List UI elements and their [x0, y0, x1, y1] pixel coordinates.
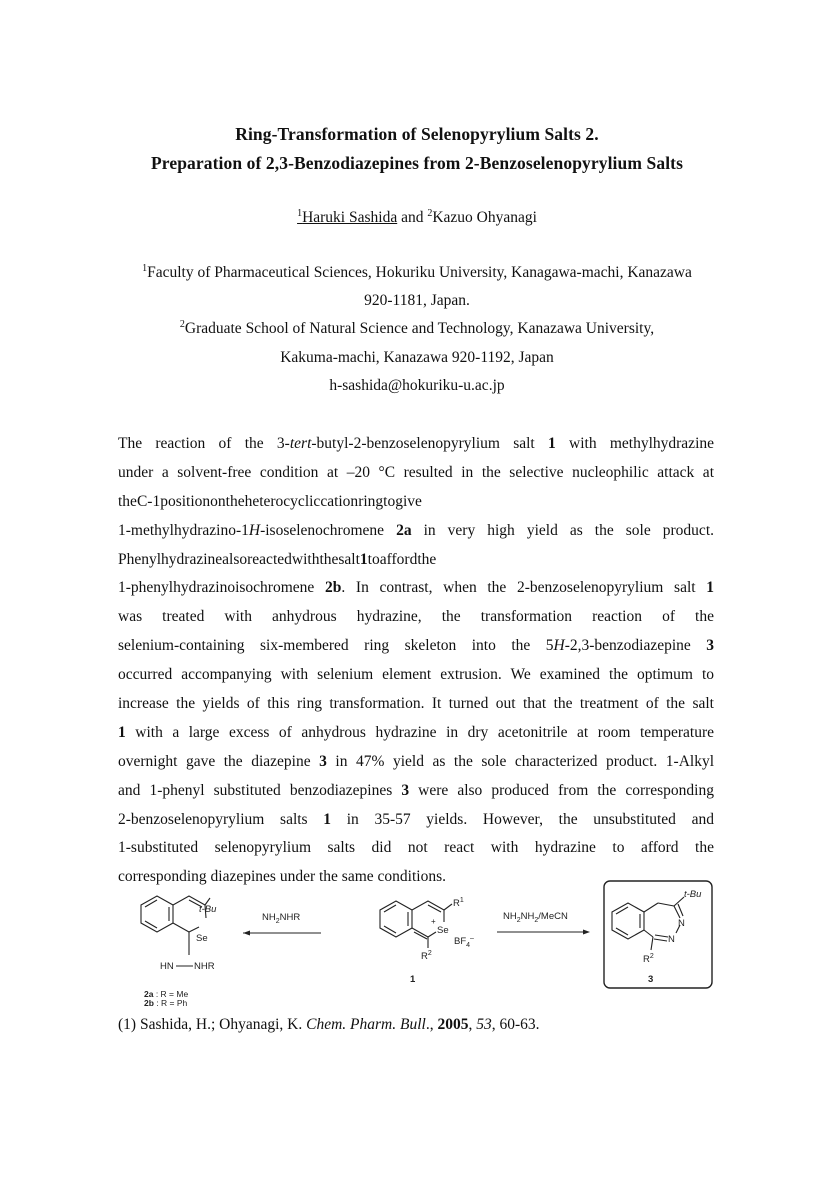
author-2-name: Kazuo Ohyanagi: [432, 209, 537, 226]
word: afford: [379, 550, 418, 568]
cmpd3-n1: N: [678, 918, 685, 929]
line: 1-substituted selenopyrylium salts did not react with hydrazine to afford the: [118, 839, 714, 857]
word: on: [210, 492, 226, 510]
ref-volume: 53: [476, 1016, 492, 1033]
cmpd2-tbu: t-Bu: [199, 904, 217, 915]
ref-year: 2005: [437, 1016, 469, 1033]
cmpd1-r2: $R^2$: [421, 950, 432, 962]
cmpd2-hn: HN: [160, 961, 174, 972]
word: salt: [338, 550, 360, 568]
line: 1-methylhydrazino-1H-isoselenochromene 2a in very high yield as the sole product.: [118, 521, 714, 539]
cmpd3-r2: $R^2$: [643, 953, 654, 965]
arrowhead-left: [243, 931, 250, 936]
cmpd3-n2: N: [668, 934, 675, 945]
author-2-sup: 2: [427, 207, 433, 219]
line: 2-benzoselenopyrylium salts 1 in 35-57 yields. However, the unsubstituted and: [118, 810, 714, 828]
ref-authors: (1) Sashida, H.; Ohyanagi, K.: [118, 1016, 307, 1033]
word: to: [367, 550, 380, 568]
word: the: [319, 550, 339, 568]
paper-title-line-1: Ring-Transformation of Selenopyrylium Salts 2.: [235, 124, 599, 144]
cmpd1-r1: $R^1$: [453, 897, 464, 909]
line: 1 with a large excess of anhydrous hydrazine in dry acetonitrile at room temperature: [118, 723, 714, 741]
line: increase the yields of this ring transformation. It turned out that the treatment of the salt: [118, 695, 714, 713]
ref-pages: , 60-63.: [491, 1016, 540, 1033]
authors-and: and: [401, 209, 424, 226]
left-reagent: $NH_2NHR$: [262, 912, 301, 925]
line: The reaction of the 3-tert-butyl-2-benzoselenopyrylium salt 1 with methylhydrazine: [118, 435, 715, 452]
ref-sep: ,: [468, 1016, 477, 1033]
affiliation-2-line-1: [0, 320, 834, 338]
cmpd3-label: 3: [648, 974, 654, 985]
aff-1-sup: 1: [142, 262, 148, 274]
word: the: [225, 492, 245, 510]
word: position: [160, 492, 211, 510]
cmpd1-plus: +: [431, 917, 436, 926]
word: ring: [358, 492, 384, 510]
line: selenium-containing six-membered ring skeleton into the 5H-2,3-benzodiazepine 3: [118, 637, 714, 655]
word: to: [383, 492, 396, 510]
reaction-scheme: [0, 860, 834, 1010]
ref-sep: .,: [425, 1016, 438, 1033]
cmpd1-bf4: $BF_4^-$: [454, 935, 474, 949]
cmpd2-se: Se: [196, 933, 208, 944]
cmpd2a-legend: 2a : R = Me: [144, 989, 189, 999]
cmpd2b-legend: 2b : R = Ph: [144, 998, 188, 1008]
line: occurred accompanying with selenium element extrusion. We examined the optimum to: [118, 666, 714, 684]
aff-2-text: Graduate School of Natural Science and Technology, Kanazawa University,: [184, 320, 655, 337]
cmpd1-label: 1: [410, 974, 416, 985]
author-1-sup: 1: [297, 207, 303, 219]
aff-1-text: Faculty of Pharmaceutical Sciences, Hokuriku University, Kanagawa-machi, Kanazawa: [147, 264, 692, 281]
email: h-sashida@hokuriku-u.ac.jp: [329, 377, 505, 394]
paper-title-line-2: Preparation of 2,3-Benzodiazepines from 2-Benzoselenopyrylium Salts: [151, 153, 683, 173]
word: heterocyclic: [244, 492, 321, 510]
authors: [0, 209, 834, 227]
word: C-1: [136, 492, 161, 510]
cmpd1-se: Se: [437, 925, 449, 936]
word: Phenylhydrazine: [118, 550, 223, 568]
aff-2-sup: 2: [179, 318, 185, 330]
word: cation: [320, 492, 359, 510]
word: with: [291, 550, 320, 568]
word: reacted: [247, 550, 292, 568]
line: and 1-phenyl substituted benzodiazepines 3 were also produced from the corresponding: [118, 781, 714, 799]
word: the: [118, 492, 137, 510]
line: corresponding diazepines under the same conditions.: [118, 868, 446, 886]
arrowhead-right: [583, 930, 590, 935]
word: give: [395, 492, 422, 510]
line: under a solvent-free condition at –20 °C resulted in the selective nucleophilic attack at: [118, 463, 714, 481]
affiliation-1-line-2: 920-1181, Japan.: [364, 292, 470, 309]
affiliation-1-line-1: [0, 264, 834, 282]
ref-journal: Chem. Pharm. Bull: [306, 1016, 426, 1033]
author-1-name: Haruki Sashida: [302, 209, 398, 226]
author-1: [297, 209, 397, 226]
line: overnight gave the diazepine 3 in 47% yield as the sole characterized product. 1-Alkyl: [118, 752, 714, 770]
line: [118, 488, 714, 517]
word: also: [222, 550, 248, 568]
word: the: [417, 550, 437, 568]
line: [118, 546, 714, 575]
right-reagent: $NH_2NH_2$/MeCN: [503, 911, 568, 924]
word: 1: [359, 550, 368, 568]
affiliation-2-line-2: Kakuma-machi, Kanazawa 920-1192, Japan: [280, 349, 554, 366]
line: was treated with anhydrous hydrazine, the transformation reaction of the: [118, 608, 714, 626]
abstract-paragraph: [118, 430, 714, 892]
reference-1: [118, 1016, 539, 1034]
cmpd3-tbu: t-Bu: [684, 889, 702, 900]
cmpd2-nhr: NHR: [194, 961, 215, 972]
line: 1-phenylhydrazinoisochromene 2b. In contrast, when the 2-benzoselenopyrylium salt 1: [118, 579, 714, 597]
